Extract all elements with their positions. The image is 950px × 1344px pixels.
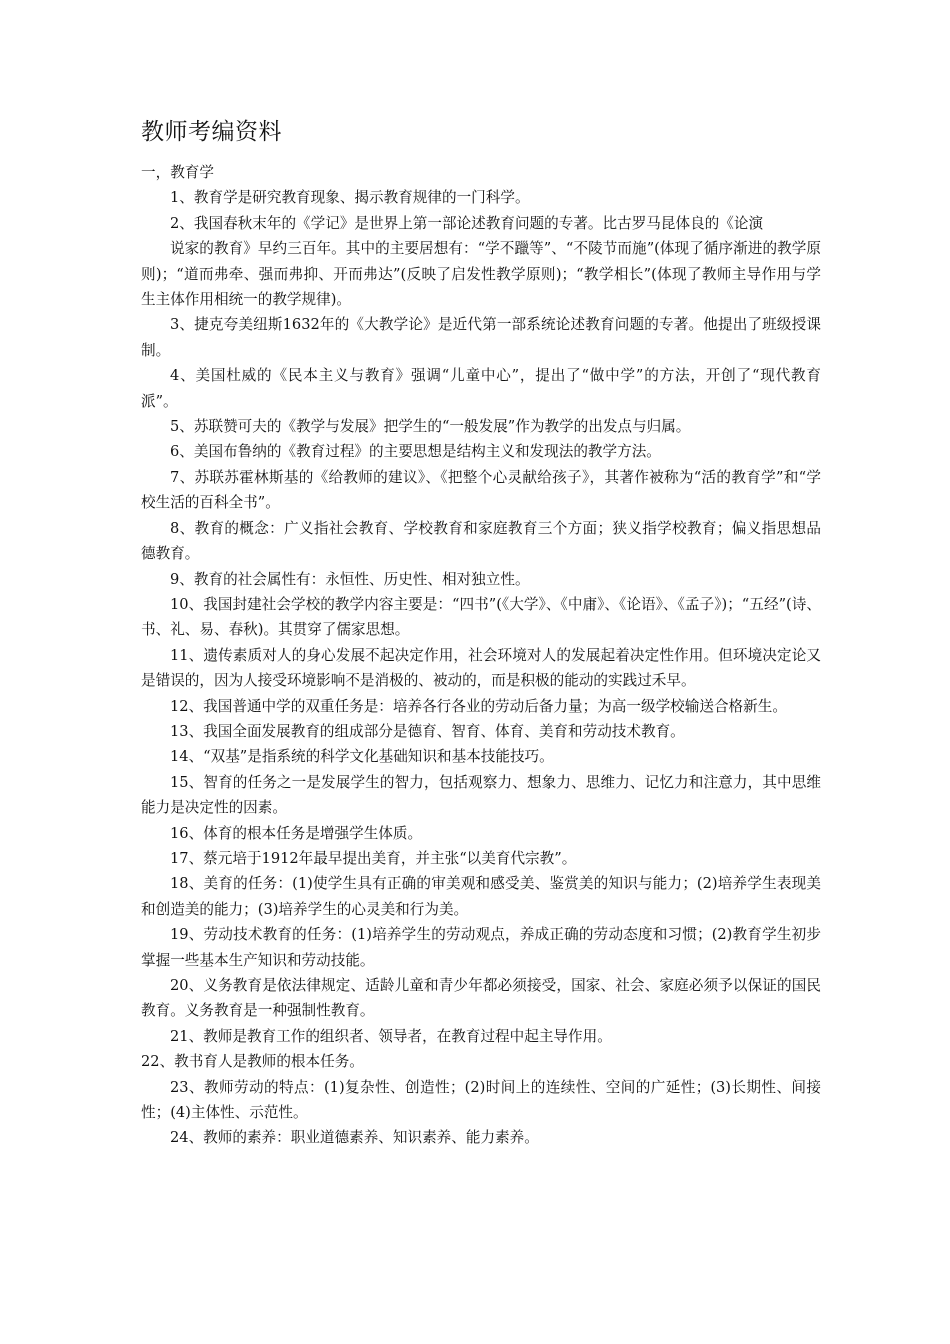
- paragraph: 7、苏联苏霍林斯基的《给教师的建议》、《把整个心灵献给孩子》，其著作被称为“活的教育学”和“学校生活的百科全书”。: [141, 468, 821, 512]
- paragraph: 4、美国杜威的《民本主义与教育》强调“儿童中心”，提出了“做中学”的方法，开创了“现代教育派”。: [141, 367, 821, 410]
- paragraph: 6、美国布鲁纳的《教育过程》的主要思想是结构主义和发现法的教学方法。: [170, 443, 661, 461]
- paragraph: 14、“双基”是指系统的科学文化基础知识和基本技能技巧。: [170, 748, 554, 766]
- paragraph: 说家的教育》早约三百年。其中的主要居想有：“学不躐等”、“不陵节而施”(体现了循序渐进的教学原则)；“道而弗牵、强而弗抑、开而弗达”(反映了启发性教学原则)；“教学相长”(体现了教师主导作用与学生主体作用相统一的教学规律)。: [141, 240, 821, 309]
- paragraph: 8、教育的概念：广义指社会教育、学校教育和家庭教育三个方面；狭义指学校教育；偏义指思想品德教育。: [141, 519, 821, 563]
- paragraph: 9、教育的社会属性有：永恒性、历史性、相对独立性。: [170, 570, 530, 588]
- paragraph: 22、教书育人是教师的根本任务。: [141, 1053, 364, 1071]
- paragraph: 1、教育学是研究教育现象、揭示教育规律的一门科学。: [170, 189, 530, 207]
- section-heading: 一，教育学: [141, 164, 214, 181]
- paragraph: 2、我国春秋末年的《学记》是世界上第一部论述教育问题的专著。比古罗马昆体良的《论演: [170, 214, 764, 232]
- paragraph: 19、劳动技术教育的任务：(1)培养学生的劳动观点，养成正确的劳动态度和习惯；(2)教育学生初步掌握一些基本生产知识和劳动技能。: [141, 926, 821, 969]
- paragraph: 16、体育的根本任务是增强学生体质。: [170, 824, 423, 842]
- paragraph: 18、美育的任务：(1)使学生具有正确的审美观和感受美、鉴赏美的知识与能力；(2)培养学生表现美和创造美的能力；(3)培养学生的心灵美和行为美。: [141, 875, 821, 918]
- paragraph: 12、我国普通中学的双重任务是：培养各行各业的劳动后备力量；为高一级学校输送合格新生。: [170, 697, 787, 715]
- document-body: [141, 160, 821, 1151]
- paragraph: 11、遗传素质对人的身心发展不起决定作用，社会环境对人的发展起着决定性作用。但环境决定论又是错误的，因为人接受环境影响不是消极的、被动的，而是积极的能动的实践过禾早。: [141, 646, 821, 690]
- paragraph: 24、教师的素养：职业道德素养、知识素养、能力素养。: [170, 1129, 539, 1147]
- paragraph: 10、我国封建社会学校的教学内容主要是：“四书”(《大学》、《中庸》、《论语》、《孟子》)；“五经”(诗、书、礼、易、春秋)。其贯穿了儒家思想。: [141, 595, 821, 639]
- paragraph: 15、智育的任务之一是发展学生的智力，包括观察力、想象力、思维力、记忆力和注意力，其中思维能力是决定性的因素。: [141, 773, 821, 817]
- paragraph: 20、义务教育是依法律规定、适龄儿童和青少年都必须接受，国家、社会、家庭必须予以保证的国民教育。义务教育是一种强制性教育。: [141, 977, 821, 1020]
- paragraph: 21、教师是教育工作的组织者、领导者，在教育过程中起主导作用。: [170, 1027, 612, 1045]
- paragraph: 17、蔡元培于1912年最早提出美育，并主张“以美育代宗教”。: [170, 849, 577, 867]
- paragraph: 23、教师劳动的特点：(1)复杂性、创造性；(2)时间上的连续性、空间的广延性；(3)长期性、间接性；(4)主体性、示范性。: [141, 1078, 821, 1122]
- paragraph: 13、我国全面发展教育的组成部分是德育、智育、体育、美育和劳动技术教育。: [170, 722, 685, 740]
- paragraph: 3、捷克夸美纽斯1632年的《大教学论》是近代第一部系统论述教育问题的专著。他提出了班级授课制。: [141, 316, 821, 359]
- document-title: 教师考编资料: [141, 119, 282, 145]
- paragraph: 5、苏联赞可夫的《教学与发展》把学生的“一般发展”作为教学的出发点与归属。: [170, 418, 691, 436]
